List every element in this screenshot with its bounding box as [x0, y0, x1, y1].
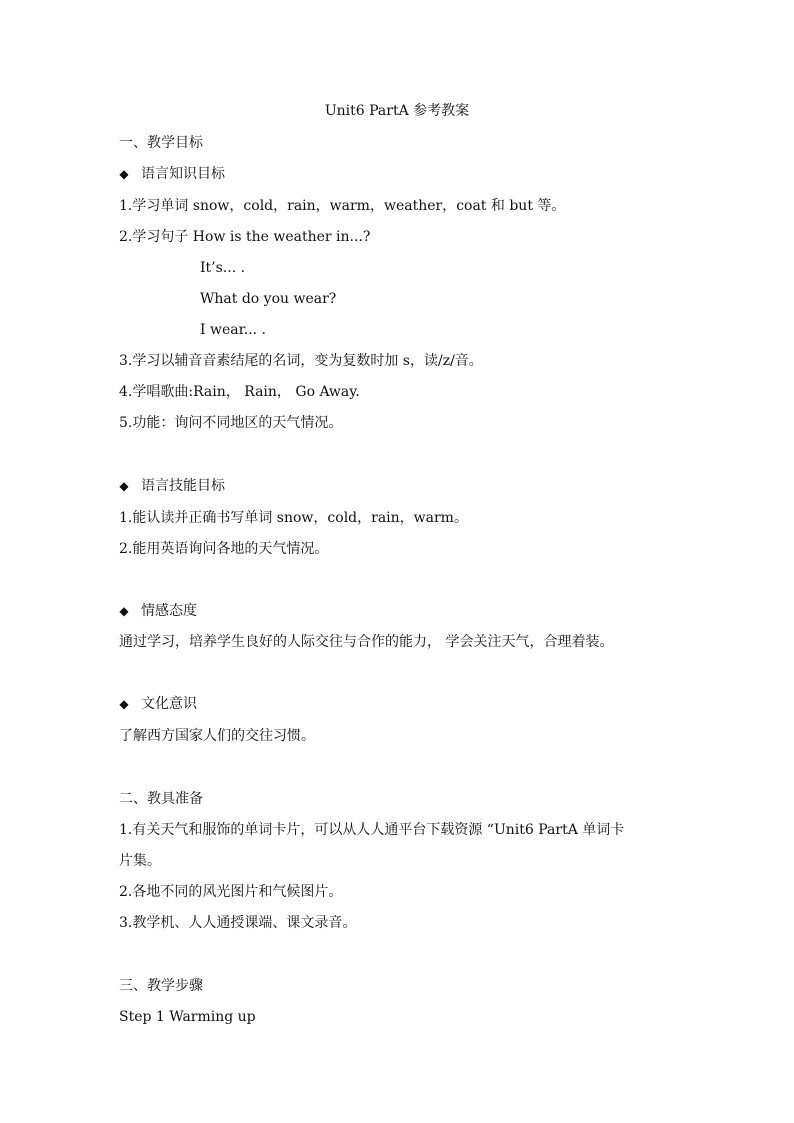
text-line: 2.能用英语询问各地的天气情况。: [119, 541, 329, 557]
text-line: 1.学习单词 snow，cold，rain，warm，weather，coat 和 but 等。: [119, 198, 566, 214]
text-line: 1.有关天气和服饰的单词卡片，可以从人人通平台下载资源 “Unit6 PartA 单词卡: [119, 822, 625, 838]
bullet-heading-culture: [119, 694, 197, 714]
document-title: Unit6 PartA 参考教案: [324, 103, 470, 119]
text-line: 3.学习以辅音音素结尾的名词，变为复数时加 s，读/z/音。: [119, 353, 483, 369]
text-line: 2.学习句子 How is the weather in...?: [119, 229, 371, 245]
section-heading-objectives: 一、教学目标: [119, 135, 203, 151]
text-line: Step 1 Warming up: [119, 1009, 256, 1025]
section-heading-steps: 三、教学步骤: [119, 978, 203, 994]
text-line: I wear... .: [200, 322, 267, 338]
bullet-heading-text: 情感态度: [141, 603, 197, 619]
diamond-bullet-icon: ◆: [119, 167, 129, 181]
text-line: 通过学习，培养学生良好的人际交往与合作的能力， 学会关注天气，合理着装。: [119, 634, 614, 650]
bullet-heading-text: 语言技能目标: [141, 478, 225, 494]
text-line: It’s... .: [200, 260, 246, 276]
text-line: 了解西方国家人们的交往习惯。: [119, 728, 315, 744]
diamond-bullet-icon: ◆: [119, 479, 129, 493]
text-line: 5.功能：询问不同地区的天气情况。: [119, 415, 343, 431]
text-line: 片集。: [119, 853, 161, 869]
text-line: 3.教学机、人人通授课端、课文录音。: [119, 915, 357, 931]
text-line: 2.各地不同的风光图片和气候图片。: [119, 884, 343, 900]
section-heading-materials: 二、教具准备: [119, 791, 203, 807]
text-line: What do you wear?: [200, 291, 337, 307]
bullet-heading-text: 文化意识: [141, 696, 197, 712]
bullet-heading-text: 语言知识目标: [141, 166, 225, 182]
bullet-heading-language-skills: [119, 476, 225, 496]
text-line: 4.学唱歌曲:Rain， Rain， Go Away.: [119, 384, 360, 400]
diamond-bullet-icon: ◆: [119, 697, 129, 711]
bullet-heading-language-knowledge: [119, 164, 225, 184]
text-line: 1.能认读并正确书写单词 snow，cold，rain，warm。: [119, 510, 468, 526]
bullet-heading-attitude: [119, 601, 197, 621]
diamond-bullet-icon: ◆: [119, 604, 129, 618]
